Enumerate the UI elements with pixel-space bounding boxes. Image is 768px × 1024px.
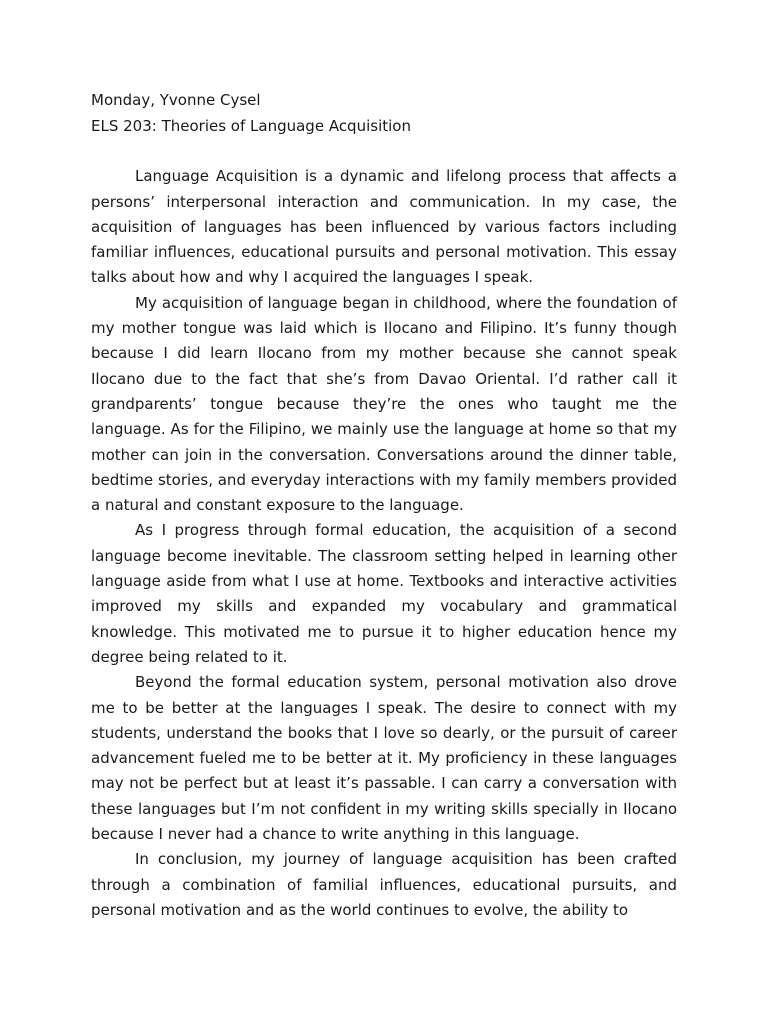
essay-paragraph-childhood: My acquisition of language began in childhood, where the foundation of my mother tongue was laid which is Ilocano and Filipino. It’s funny though because I did learn Ilocano from my mother because she cannot speak Ilocano due to the fact that she’s from Davao Oriental. I’d rather call it grandparents’ tongue because they’re the ones who taught me the language. As for the Filipino, we mainly use the language at home so that my mother can join in the conversation. Conversations around the dinner table, bedtime stories, and everyday interactions with my family members provided a natural and constant exposure to the language. (91, 293, 677, 515)
course-line: ELS 203: Theories of Language Acquisition (91, 117, 411, 135)
essay-paragraph-motivation: Beyond the formal education system, personal motivation also drove me to be better at the languages I speak. The desire to connect with my students, understand the books that I love so dearly, or the pursuit of career advancement fueled me to be better at it. My proficiency in these languages may not be perfect but at least it’s passable. I can carry a conversation with these languages but I’m not confident in my writing skills specially in Ilocano because I never had a chance to write anything in this language. (91, 673, 677, 844)
essay-paragraph-intro: Language Acquisition is a dynamic and lifelong process that affects a persons’ interpersonal interaction and communication. In my case, the acquisition of languages has been influenced by various factors including familiar influences, educational pursuits and personal motivation. This essay talks about how and why I acquired the languages I speak. (91, 167, 677, 287)
author-line: Monday, Yvonne Cysel (91, 91, 261, 109)
essay-paragraph-conclusion: In conclusion, my journey of language acquisition has been crafted through a combination of familial influences, educational pursuits, and personal motivation and as the world continues to evolve, the ability to (91, 850, 677, 919)
essay-body (91, 164, 677, 923)
essay-paragraph-education: As I progress through formal education, the acquisition of a second language become inevitable. The classroom setting helped in learning other language aside from what I use at home. Textbooks and interactive activities improved my skills and expanded my vocabulary and grammatical knowledge. This motivated me to pursue it to higher education hence my degree being related to it. (91, 521, 677, 666)
document-content (91, 88, 677, 923)
